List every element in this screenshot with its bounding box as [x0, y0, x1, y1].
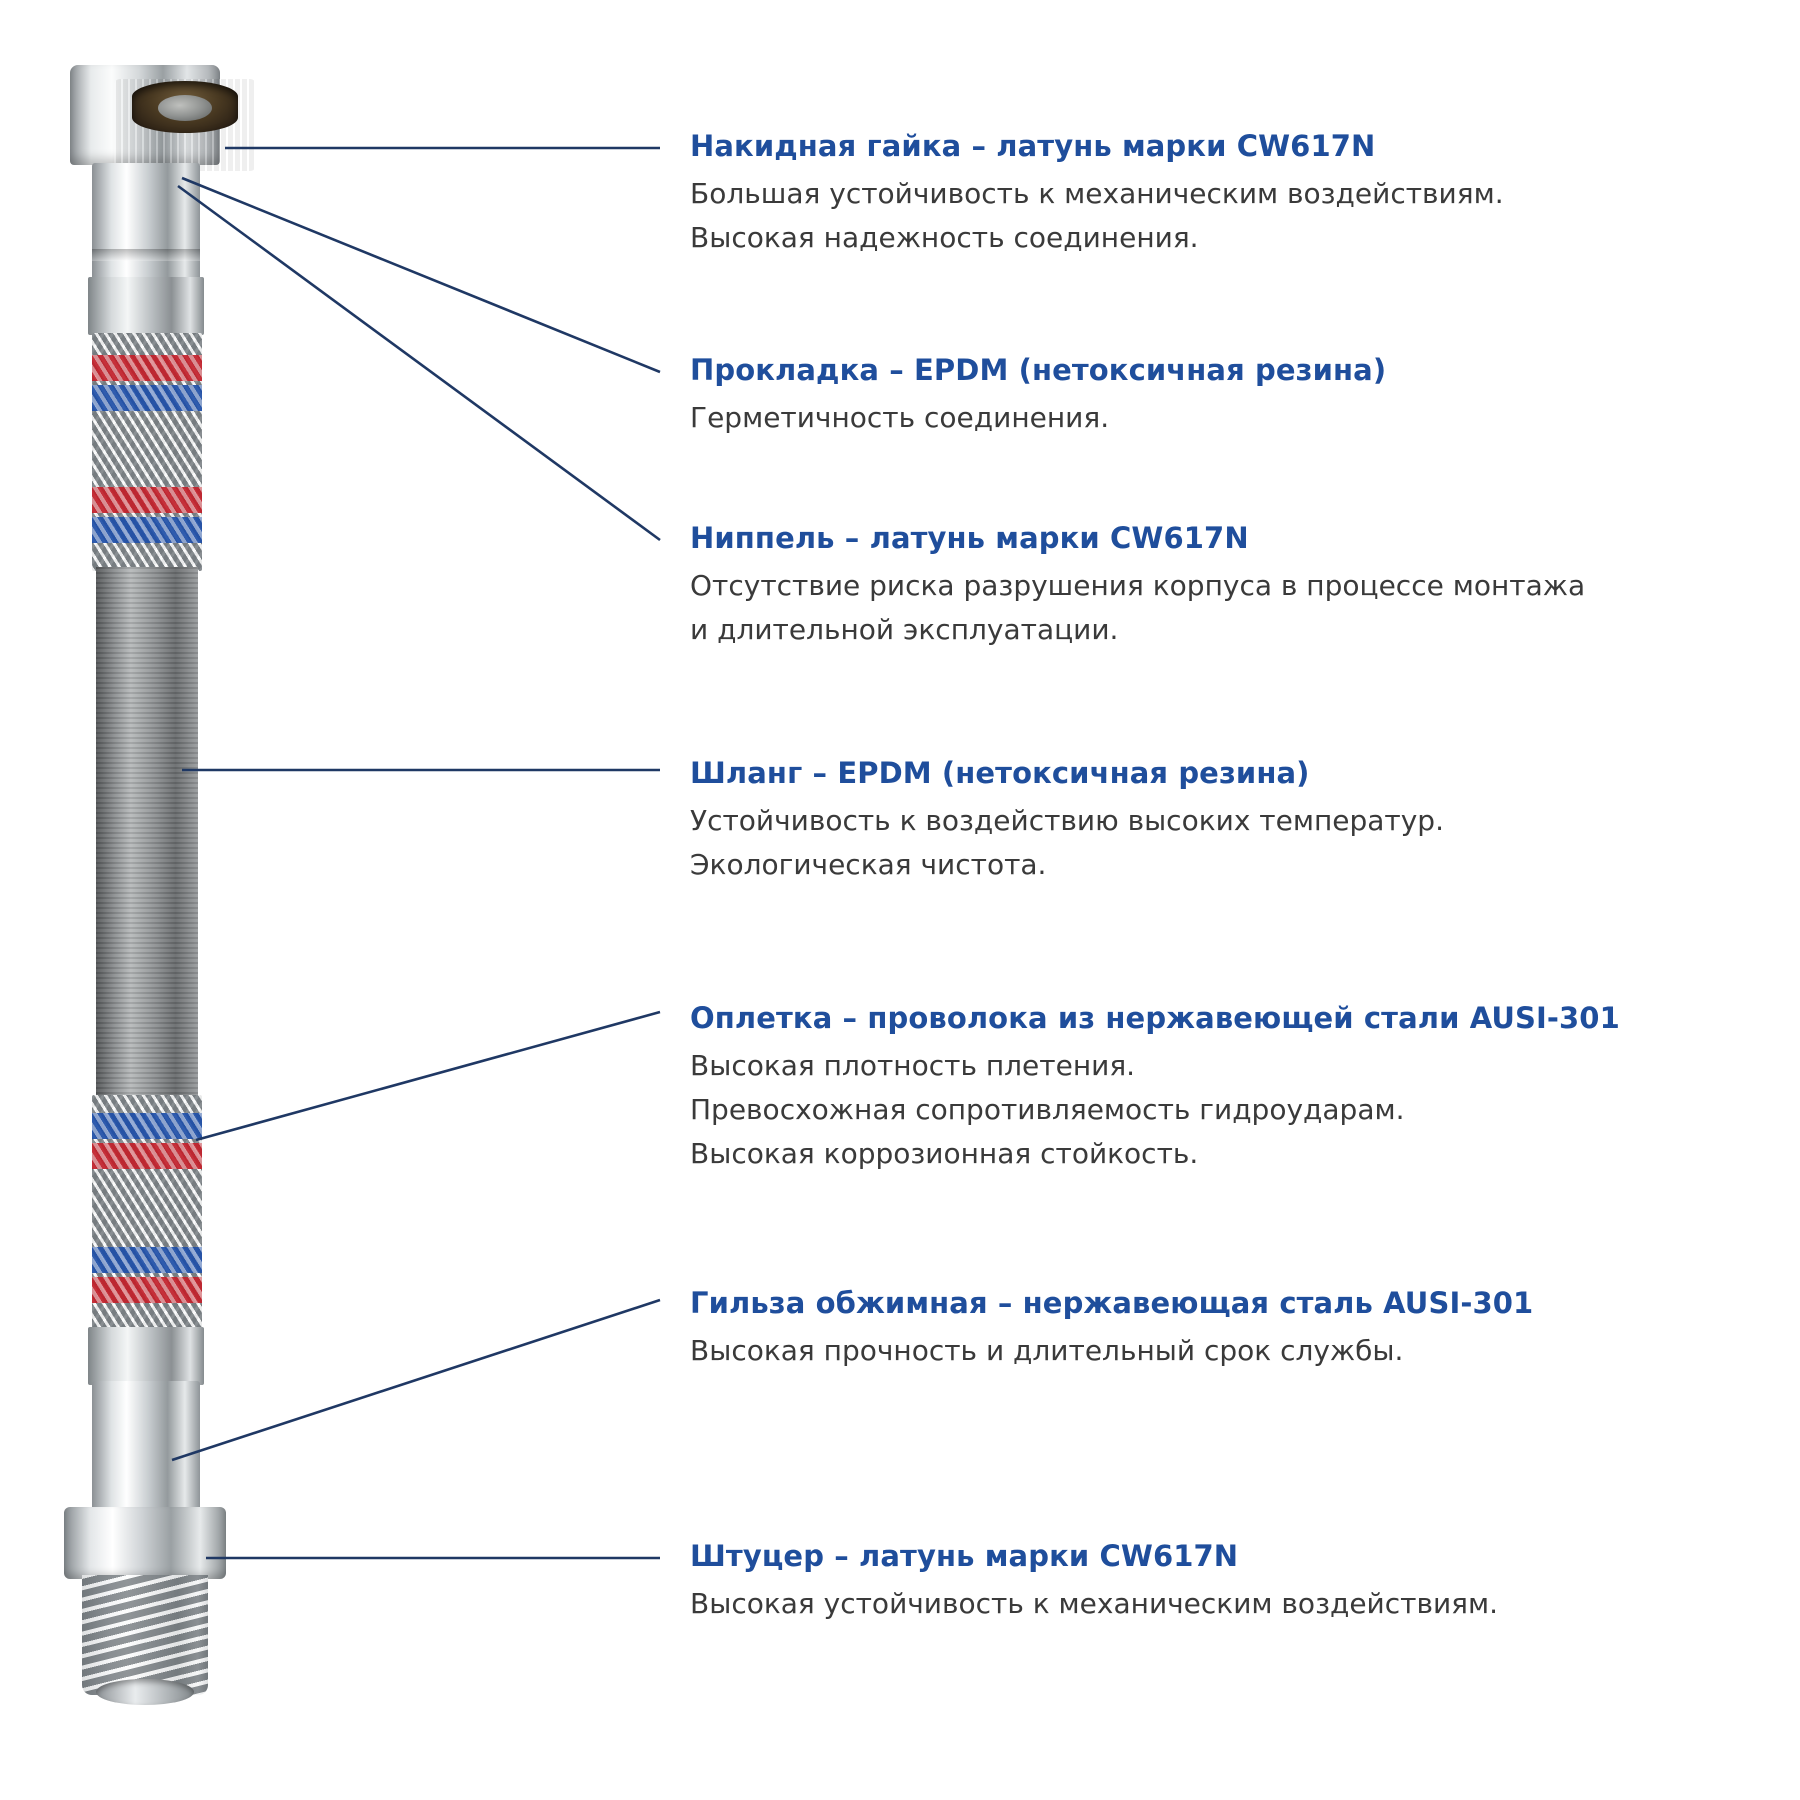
lower-crimp-ferrule: [88, 1327, 204, 1385]
braid-stripe-blue-top: [92, 385, 202, 411]
callout-gasket-line-1: Герметичность соединения.: [690, 401, 1110, 435]
callout-nipple-title: Ниппель – латунь марки CW617N: [690, 521, 1249, 555]
braid-stripe-blue-bottom-2: [92, 1247, 202, 1273]
braid-stripe-red-top: [92, 355, 202, 381]
callout-hose-line-2: Экологическая чистота.: [690, 847, 1047, 881]
callout-ferrule-line-1: Высокая прочность и длительный срок службы.: [690, 1334, 1404, 1368]
fitting-male-thread: [82, 1575, 208, 1695]
leader-gasket: [182, 178, 660, 372]
callout-nipple-line-2: и длительной эксплуатации.: [690, 612, 1119, 646]
callout-braid-line-1: Высокая плотность плетения.: [690, 1049, 1136, 1083]
braid-stripe-red-bottom: [92, 1143, 202, 1169]
callout-nipple-line-1: Отсутствие риска разрушения корпуса в процессе монтажа: [690, 569, 1586, 603]
callout-hose-title: Шланг – EPDM (нетоксичная резина): [690, 756, 1310, 790]
braid-stripe-red-bottom-2: [92, 1277, 202, 1303]
callout-nut: [690, 128, 1800, 262]
lower-metal-sleeve: [92, 1381, 200, 1513]
union-nut-part: [70, 65, 220, 165]
callout-hose-line-1: Устойчивость к воздействию высоких температур.: [690, 804, 1444, 838]
callout-fitting-title: Штуцер – латунь марки CW617N: [690, 1539, 1239, 1573]
callout-braid-line-2: Превосхожная сопротивляемость гидроударам.: [690, 1092, 1405, 1126]
upper-metal-sleeve: [92, 163, 200, 283]
callout-hose: [690, 755, 1800, 889]
callout-braid-line-3: Высокая коррозионная стойкость.: [690, 1136, 1199, 1170]
callout-nut-line-1: Большая устойчивость к механическим воздействиям.: [690, 177, 1504, 211]
upper-crimp-ferrule: [88, 277, 204, 335]
fitting-hex-body: [64, 1507, 226, 1579]
leader-braid: [196, 1012, 660, 1140]
leader-nipple: [178, 186, 660, 540]
callout-gasket: [690, 352, 1800, 442]
rubber-hose-section: [96, 567, 198, 1099]
callout-nut-title: Накидная гайка – латунь марки CW617N: [690, 129, 1376, 163]
braid-stripe-red-top-2: [92, 487, 202, 513]
callout-nipple: [690, 520, 1800, 654]
flexible-hose-illustration: [30, 55, 250, 1655]
callout-gasket-title: Прокладка – EPDM (нетоксичная резина): [690, 353, 1387, 387]
braid-stripe-blue-top-2: [92, 517, 202, 543]
callout-ferrule-title: Гильза обжимная – нержавеющая сталь AUSI-301: [690, 1286, 1534, 1320]
callout-nut-line-2: Высокая надежность соединения.: [690, 220, 1199, 254]
callout-braid: [690, 1000, 1800, 1177]
nut-bore-with-gasket: [132, 81, 238, 133]
callout-fitting-line-1: Высокая устойчивость к механическим воздействиям.: [690, 1587, 1499, 1621]
braid-stripe-blue-bottom: [92, 1113, 202, 1139]
callout-ferrule: [690, 1285, 1800, 1375]
callout-fitting: [690, 1538, 1800, 1628]
callout-braid-title: Оплетка – проволока из нержавеющей стали AUSI-301: [690, 1001, 1620, 1035]
